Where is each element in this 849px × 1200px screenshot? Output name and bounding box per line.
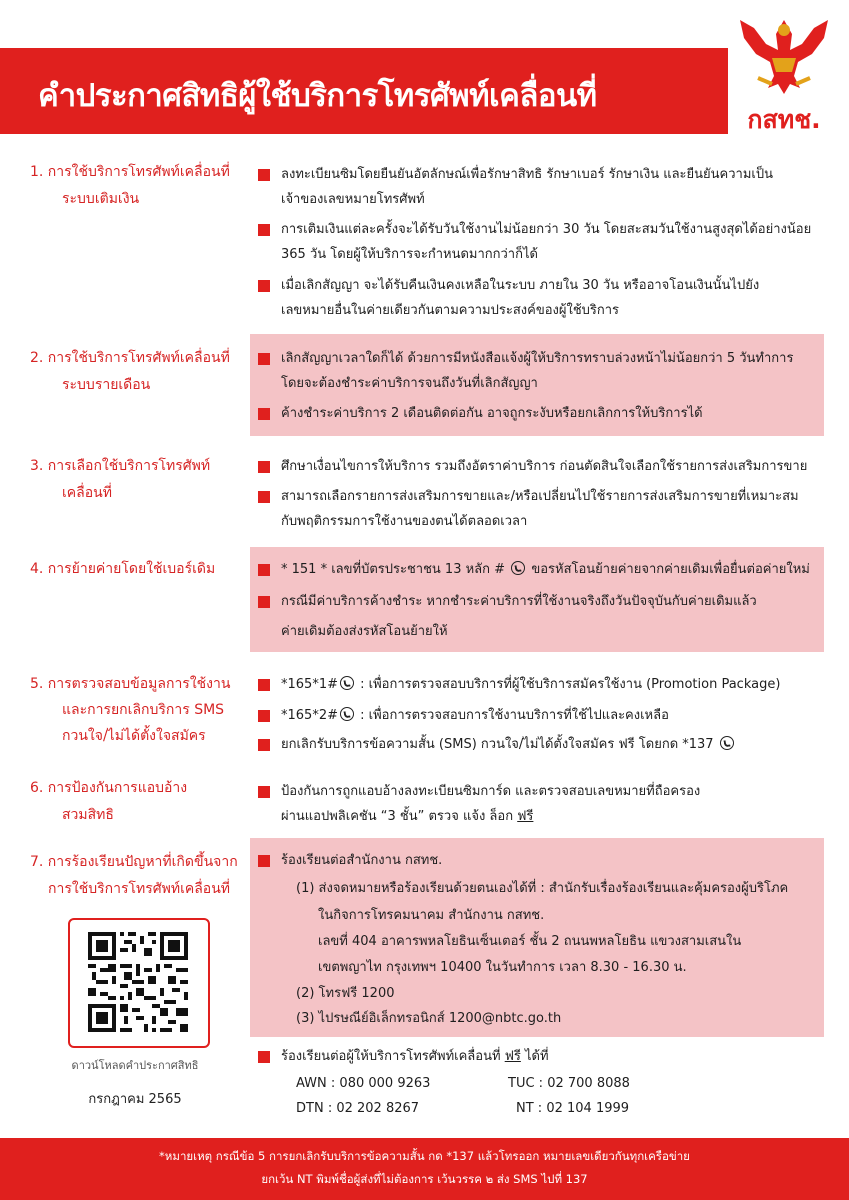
bullet-square-icon bbox=[258, 408, 270, 420]
section-4-bullet-1: * 151 * เลขที่บัตรประชาชน 13 หลัก # ขอรหัสโอนย้ายค่ายจากค่ายเดิมเพื่อยื่นต่อค่ายใหม่ bbox=[258, 557, 820, 582]
bullet-square-icon bbox=[258, 786, 270, 798]
section-3-title: 3. การเลือกใช้บริการโทรศัพท์ bbox=[30, 458, 211, 474]
footer-note bbox=[0, 1138, 849, 1200]
nbtc-logo bbox=[728, 14, 840, 138]
logo-text: กสทช. bbox=[747, 105, 821, 134]
page-title: คำประกาศสิทธิผู้ใช้บริการโทรศัพท์เคลื่อนที่ bbox=[38, 78, 597, 114]
qr-code-icon bbox=[88, 932, 188, 1032]
section-4-bullet-2: กรณีมีค่าบริการค้างชำระ หากชำระค่าบริการที่ใช้งานจริงถึงวันปัจจุบันกับค่ายเดิมแล้ว ค่ายเดิมต้องส่งรหัสโอนย้ายให้ bbox=[258, 589, 820, 644]
section-1-subtitle: ระบบเติมเงิน bbox=[62, 191, 140, 207]
publication-date: กรกฎาคม 2565 bbox=[88, 1092, 182, 1107]
complaint-channel-1-line-4: เขตพญาไท กรุงเทพฯ 10400 ในวันทำการ เวลา 8.30 - 16.30 น. bbox=[318, 960, 687, 975]
bullet-square-icon bbox=[258, 224, 270, 236]
phone-call-icon bbox=[511, 561, 525, 575]
garuda-emblem-icon bbox=[728, 14, 840, 102]
contact-dtn: DTN : 02 202 8267 bbox=[296, 1101, 420, 1116]
bullet-square-icon bbox=[258, 169, 270, 181]
bullet-square-icon bbox=[258, 679, 270, 691]
contact-awn: AWN : 080 000 9263 bbox=[296, 1076, 431, 1091]
section-5-title: 5. การตรวจสอบข้อมูลการใช้งาน bbox=[30, 676, 231, 692]
bullet-square-icon bbox=[258, 461, 270, 473]
section-4-title: 4. การย้ายค่ายโดยใช้เบอร์เดิม bbox=[30, 561, 216, 577]
title-banner bbox=[0, 48, 728, 134]
section-5-bullet-3: ยกเลิกรับบริการข้อความสั้น (SMS) กวนใจ/ไม่ได้ตั้งใจสมัคร ฟรี โดยกด *137 bbox=[258, 732, 820, 757]
section-7-bullet-2: ร้องเรียนต่อผู้ให้บริการโทรศัพท์เคลื่อนที่ ฟรี ได้ที่ bbox=[258, 1044, 820, 1069]
section-2-bullet-2: ค้างชำระค่าบริการ 2 เดือนติดต่อกัน อาจถูกระงับหรือยกเลิกการให้บริการได้ bbox=[258, 401, 820, 426]
section-3-bullet-2: สามารถเลือกรายการส่งเสริมการขายและ/หรือเปลี่ยนไปใช้รายการส่งเสริมการขายที่เหมาะสม กับพฤติกรรมการใช้งานของตนได้ตลอดเวลา bbox=[258, 484, 820, 534]
section-1-title: 1. การใช้บริการโทรศัพท์เคลื่อนที่ bbox=[30, 164, 230, 180]
bullet-square-icon bbox=[258, 280, 270, 292]
phone-call-icon bbox=[340, 676, 354, 690]
section-6-title: 6. การป้องกันการแอบอ้าง bbox=[30, 780, 188, 796]
bullet-square-icon bbox=[258, 710, 270, 722]
section-5-subtitle-2: กวนใจ/ไม่ได้ตั้งใจสมัคร bbox=[62, 728, 206, 744]
complaint-channel-1-line-1: (1) ส่งจดหมายหรือร้องเรียนด้วยตนเองได้ที่ : สำนักรับเรื่องร้องเรียนและคุ้มครองผู้บริโภค bbox=[296, 881, 789, 896]
bullet-square-icon bbox=[258, 564, 270, 576]
bullet-square-icon bbox=[258, 491, 270, 503]
complaint-channel-1-line-2: ในกิจการโทรคมนาคม สำนักงาน กสทช. bbox=[318, 908, 545, 923]
section-7-subtitle: การใช้บริการโทรศัพท์เคลื่อนที่ bbox=[48, 881, 231, 897]
section-5-subtitle-1: และการยกเลิกบริการ SMS bbox=[62, 702, 225, 718]
complaint-channel-3: (3) ไปรษณีย์อิเล็กทรอนิกส์ 1200@nbtc.go.th bbox=[296, 1011, 562, 1026]
bullet-square-icon bbox=[258, 739, 270, 751]
bullet-square-icon bbox=[258, 1051, 270, 1063]
section-6-subtitle: สวมสิทธิ bbox=[62, 807, 114, 823]
complaint-channel-2: (2) โทรฟรี 1200 bbox=[296, 986, 395, 1001]
bullet-square-icon bbox=[258, 855, 270, 867]
section-7-title: 7. การร้องเรียนปัญหาที่เกิดขึ้นจาก bbox=[30, 854, 238, 870]
complaint-channel-1-line-3: เลขที่ 404 อาคารพหลโยธินเซ็นเตอร์ ชั้น 2 ถนนพหลโยธิน แขวงสามเสนใน bbox=[318, 934, 742, 949]
section-1-bullet-3: เมื่อเลิกสัญญา จะได้รับคืนเงินคงเหลือในระบบ ภายใน 30 วัน หรืออาจโอนเงินนั้นไปยัง เลขหมายอื่นในค่ายเดียวกันตามความประสงค์ของผู้ใช้บริการ bbox=[258, 273, 820, 323]
section-2-title: 2. การใช้บริการโทรศัพท์เคลื่อนที่ bbox=[30, 350, 230, 366]
contact-tuc: TUC : 02 700 8088 bbox=[508, 1076, 630, 1091]
section-2-subtitle: ระบบรายเดือน bbox=[62, 377, 151, 393]
phone-call-icon bbox=[720, 736, 734, 750]
section-2-bullet-1: เลิกสัญญาเวลาใดก็ได้ ด้วยการมีหนังสือแจ้งผู้ให้บริการทราบล่วงหน้าไม่น้อยกว่า 5 วันทำการ โดยจะต้องชำระค่าบริการจนถึงวันที่เลิกสัญญา bbox=[258, 346, 820, 396]
footer-note-line-1: *หมายเหตุ กรณีข้อ 5 การยกเลิกรับบริการข้อความสั้น กด *137 แล้วโทรออก หมายเลขเดียวกันทุกเครือข่าย bbox=[159, 1149, 690, 1163]
contact-nt: NT : 02 104 1999 bbox=[516, 1101, 630, 1116]
section-5-bullet-2: *165*2# : เพื่อการตรวจสอบการใช้งานบริการที่ใช้ไปและคงเหลือ bbox=[258, 703, 820, 728]
bullet-square-icon bbox=[258, 596, 270, 608]
qr-code-frame[interactable] bbox=[68, 918, 210, 1048]
section-6-bullet-1: ป้องกันการถูกแอบอ้างลงทะเบียนซิมการ์ด และตรวจสอบเลขหมายที่ถือครอง ผ่านแอปพลิเคชัน “3 ชั้น” ตรวจ แจ้ง ล็อก ฟรี bbox=[258, 779, 820, 829]
footer-note-line-2: ยกเว้น NT พิมพ์ชื่อผู้ส่งที่ไม่ต้องการ เว้นวรรค ๒ ส่ง SMS ไปที่ 137 bbox=[261, 1172, 588, 1186]
section-3-subtitle: เคลื่อนที่ bbox=[62, 485, 112, 501]
qr-caption: ดาวน์โหลดคำประกาศสิทธิ bbox=[71, 1059, 199, 1072]
section-7-bullet-1: ร้องเรียนต่อสำนักงาน กสทช. bbox=[258, 848, 820, 873]
phone-call-icon bbox=[340, 707, 354, 721]
bullet-square-icon bbox=[258, 353, 270, 365]
section-5-bullet-1: *165*1# : เพื่อการตรวจสอบบริการที่ผู้ใช้บริการสมัครใช้งาน (Promotion Package) bbox=[258, 672, 820, 697]
section-1-bullet-1: ลงทะเบียนซิมโดยยืนยันอัตลักษณ์เพื่อรักษาสิทธิ รักษาเบอร์ รักษาเงิน และยืนยันความเป็น เจ้าของเลขหมายโทรศัพท์ bbox=[258, 162, 820, 212]
section-1-bullet-2: การเติมเงินแต่ละครั้งจะได้รับวันใช้งานไม่น้อยกว่า 30 วัน โดยสะสมวันใช้งานสูงสุดได้อย่างน้อย 365 วัน โดยผู้ให้บริการจะกำหนดมากกว่าก็ได้ bbox=[258, 217, 820, 267]
section-3-bullet-1: ศึกษาเงื่อนไขการให้บริการ รวมถึงอัตราค่าบริการ ก่อนตัดสินใจเลือกใช้รายการส่งเสริมการขาย bbox=[258, 454, 820, 479]
